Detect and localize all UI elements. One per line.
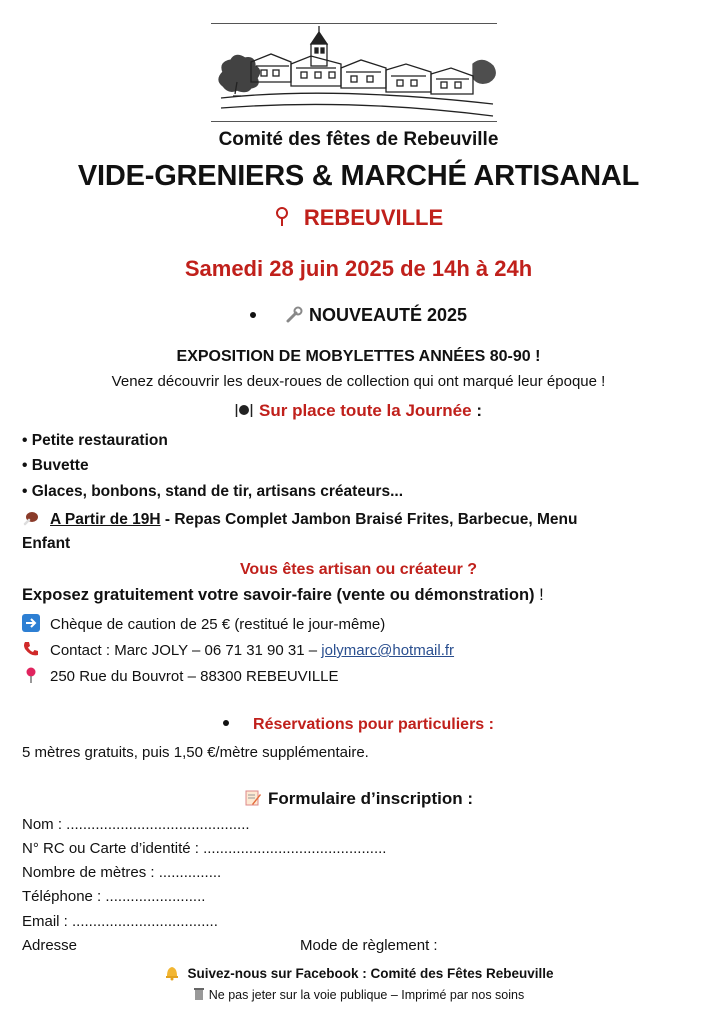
address-text: 250 Rue du Bouvrot – 88300 REBEUVILLE (50, 668, 339, 685)
contact-line (22, 640, 454, 659)
form-id-field: N° RC ou Carte d’identité : ............................................ (22, 840, 387, 857)
bell-icon (163, 963, 181, 981)
food-item-2: • Buvette (22, 457, 89, 474)
committee-name: Comité des fêtes de Rebeuville (218, 129, 499, 150)
exhibition-text: Venez découvrir les deux-roues de collection qui ont marqué leur époque ! (111, 373, 606, 390)
form-meters-field: Nombre de mètres : ............... (22, 864, 222, 881)
bullet-dot (250, 312, 256, 318)
event-title: VIDE-GRENIERS & MARCHÉ ARTISANAL (77, 160, 640, 192)
location-text: REBEUVILLE (303, 205, 444, 230)
artisan-question: Vous êtes artisan ou créateur ? (239, 561, 478, 578)
facebook-line (0, 963, 717, 981)
phone-icon (22, 640, 40, 658)
food-heading-colon: : (476, 401, 482, 420)
deposit-text: Chèque de caution de 25 € (restitué le jour-même) (50, 616, 386, 633)
evening-time: A Partir de 19H (50, 511, 161, 528)
new-feature-label: NOUVEAUTÉ 2025 (308, 305, 468, 325)
artisan-offer: Exposez gratuitement votre savoir-faire (vente ou démonstration) (22, 586, 535, 604)
form-email-field: Email : ................................... (22, 913, 218, 930)
form-payment-field: Mode de règlement : (300, 937, 438, 954)
facebook-text: Suivez-nous sur Facebook : Comité des Fêtes Rebeuville (187, 966, 554, 981)
evening-meal: - Repas Complet Jambon Braisé Frites, Barbecue, Menu (164, 511, 578, 528)
plate-cutlery-icon (235, 401, 253, 419)
bottom-rule (211, 121, 497, 122)
pushpin-icon (22, 666, 40, 684)
memo-icon (244, 789, 262, 807)
event-date: Samedi 28 juin 2025 de 14h à 24h (184, 256, 533, 281)
evening-meal-line (22, 509, 577, 529)
reservations-heading: Réservations pour particuliers : (253, 716, 494, 733)
meat-icon (22, 509, 40, 527)
form-name-field: Nom : ............................................ (22, 816, 250, 833)
location-line (0, 205, 717, 231)
form-phone-field: Téléphone : ........................ (22, 888, 206, 905)
right-arrow-icon (22, 614, 40, 632)
artisan-offer-line (22, 586, 544, 605)
contact-email-link[interactable]: jolymarc@hotmail.fr (321, 642, 455, 659)
reservations-line (0, 716, 717, 734)
exhibition-title: EXPOSITION DE MOBYLETTES ANNÉES 80-90 ! (176, 348, 541, 365)
form-title: Formulaire d’inscription : (268, 789, 473, 808)
notice-line (0, 987, 717, 1002)
food-heading-line (0, 401, 717, 421)
deposit-line (22, 614, 385, 633)
food-heading: Sur place toute la Journée (259, 401, 472, 420)
address-line (22, 666, 339, 685)
bullet-dot (223, 720, 229, 726)
food-item-3: • Glaces, bonbons, stand de tir, artisans créateurs... (22, 483, 403, 500)
form-address-field: Adresse (22, 937, 78, 954)
artisan-offer-end: ! (539, 586, 544, 604)
village-illustration (211, 24, 501, 122)
food-item-1: • Petite restauration (22, 432, 168, 449)
new-feature-line (0, 305, 717, 326)
trash-icon (193, 987, 205, 1001)
reservations-text: 5 mètres gratuits, puis 1,50 €/mètre supplémentaire. (22, 744, 369, 761)
wrench-icon (285, 306, 303, 324)
evening-meal-cont: Enfant (22, 535, 71, 552)
contact-prefix: Contact : Marc JOLY – 06 71 31 90 31 – (50, 642, 318, 659)
location-pin-icon (274, 207, 290, 227)
form-title-line (0, 789, 717, 809)
notice-text: Ne pas jeter sur la voie publique – Imprimé par nos soins (208, 988, 525, 1002)
